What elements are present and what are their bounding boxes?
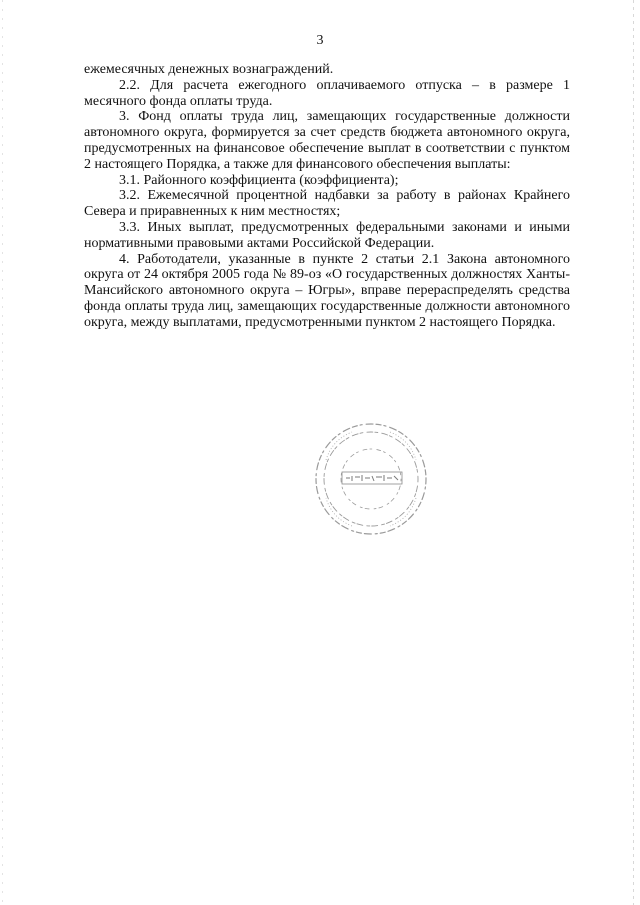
paragraph-3-1: 3.1. Районного коэффициента (коэффициента); [119, 172, 399, 188]
page-number: 3 [316, 33, 324, 48]
paragraph-3: 3. Фонд оплаты труда лиц, замещающих государственные должности автономного округа, формируется за счет средств бюджета автономного округа, предусмотренных на финансовое обеспечение выплат в соответствии с пунктом 2 настоящего Порядка, а также для финансового обеспечения выплаты: [84, 109, 570, 172]
official-seal-stamp [312, 420, 430, 538]
paragraph-3-2: 3.2. Ежемесячной процентной надбавки за работу в районах Крайнего Севера и приравненных к ним местностях; [84, 188, 570, 220]
paragraph-3-3: 3.3. Иных выплат, предусмотренных федеральными законами и иными нормативными правовыми актами Российской Федерации. [84, 219, 570, 251]
document-body [84, 62, 570, 331]
paragraph-4: 4. Работодатели, указанные в пункте 2 статьи 2.1 Закона автономного округа от 24 октября 2005 года № 89-оз «О государственных должностях Ханты-Мансийского автономного округа – Югры», вправе перераспределять средства фонда оплаты труда лиц, замещающих государственные должности автономного округа, между выплатами, предусмотренными пунктом 2 настоящего Порядка. [84, 251, 570, 330]
scan-edge-right [633, 0, 634, 905]
scan-edge-left [2, 0, 3, 905]
paragraph-continuation: ежемесячных денежных вознаграждений. [84, 62, 334, 77]
paragraph-2-2: 2.2. Для расчета ежегодного оплачиваемого отпуска – в размере 1 месячного фонда оплаты труда. [84, 77, 570, 109]
